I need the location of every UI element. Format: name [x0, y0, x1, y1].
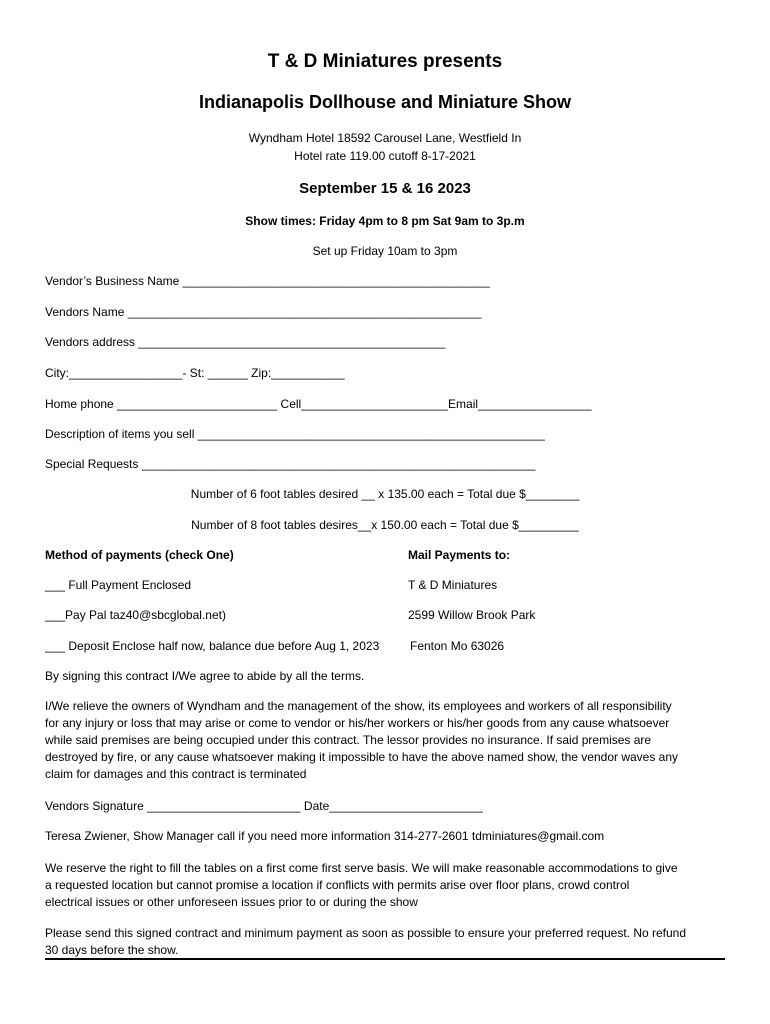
- mail-city: Fenton Mo 63026: [410, 639, 505, 653]
- city-state-zip-field[interactable]: City:_________________- St: ______ Zip:___________: [45, 366, 345, 380]
- reserve-line: a requested location but cannot promise a location if conflicts with permits arise over floor plans, crowd control: [45, 878, 630, 892]
- payment-method-heading: Method of payments (check One): [45, 548, 234, 562]
- send-line: Please send this signed contract and minimum payment as soon as possible to ensure your preferred request. No refund: [45, 926, 687, 940]
- show-times: Show times: Friday 4pm to 8 pm Sat 9am to 3p.m: [245, 214, 525, 228]
- full-payment-option[interactable]: ___ Full Payment Enclosed: [45, 578, 192, 592]
- mail-street: 2599 Willow Brook Park: [408, 608, 536, 622]
- hotel-rate: Hotel rate 119.00 cutoff 8-17-2021: [294, 149, 476, 163]
- setup-times: Set up Friday 10am to 3pm: [312, 244, 458, 258]
- liability-line: claim for damages and this contract is terminated: [45, 767, 307, 781]
- deposit-option[interactable]: ___ Deposit Enclose half now, balance due before Aug 1, 2023: [45, 639, 380, 653]
- phone-email-field[interactable]: Home phone ________________________ Cell______________________Email_________________: [45, 397, 592, 411]
- signature-date-field[interactable]: Vendors Signature _______________________ Date_______________________: [45, 799, 483, 813]
- venue-address: Wyndham Hotel 18592 Carousel Lane, Westfield In: [248, 131, 522, 145]
- vendors-address-field[interactable]: Vendors address ______________________________________________: [45, 335, 446, 349]
- show-title: Indianapolis Dollhouse and Miniature Show: [198, 92, 572, 112]
- presenter-title: T & D Miniatures presents: [267, 51, 503, 72]
- liability-line: while said premises are being occupied under this contract. The lessor provides no insurance. If said premises are: [45, 733, 652, 747]
- eight-foot-tables-line[interactable]: Number of 8 foot tables desires__x 150.00 each = Total due $_________: [191, 518, 579, 532]
- paypal-option[interactable]: ___Pay Pal taz40@sbcglobal.net): [45, 608, 226, 622]
- liability-line: I/We relieve the owners of Wyndham and the management of the show, its employees and workers of all responsibility: [45, 699, 672, 713]
- six-foot-tables-line[interactable]: Number of 6 foot tables desired __ x 135.00 each = Total due $________: [190, 487, 580, 501]
- mail-name: T & D Miniatures: [408, 578, 498, 592]
- special-requests-field[interactable]: Special Requests ___________________________________________________________: [45, 457, 536, 471]
- liability-line: destroyed by fire, or any cause whatsoever making it impossible to have the above named show, the vendor waves any: [45, 750, 679, 764]
- reserve-line: We reserve the right to fill the tables on a first come first serve basis. We will make reasonable accommodations to give: [45, 861, 678, 875]
- show-dates: September 15 & 16 2023: [299, 180, 471, 197]
- vendors-name-field[interactable]: Vendors Name _____________________________________________________: [45, 305, 482, 319]
- items-description-field[interactable]: Description of items you sell ____________________________________________________: [45, 427, 545, 441]
- reserve-paragraph: [45, 860, 725, 911]
- liability-line: for any injury or loss that may arise or come to vendor or his/her workers or his/her goods from any cause whatsoever: [45, 716, 670, 730]
- send-paragraph: [45, 925, 725, 959]
- liability-paragraph: [45, 698, 725, 783]
- mail-payments-heading: Mail Payments to:: [408, 548, 511, 562]
- send-line: 30 days before the show.: [45, 943, 179, 957]
- bottom-rule: [45, 958, 725, 960]
- agreement-statement: By signing this contract I/We agree to abide by all the terms.: [45, 669, 365, 683]
- reserve-line: electrical issues or other unforeseen issues prior to or during the show: [45, 895, 418, 909]
- manager-contact: Teresa Zwiener, Show Manager call if you need more information 314-277-2601 tdminiatures@gmail.com: [45, 829, 605, 843]
- business-name-field[interactable]: Vendor’s Business Name ______________________________________________: [45, 274, 490, 288]
